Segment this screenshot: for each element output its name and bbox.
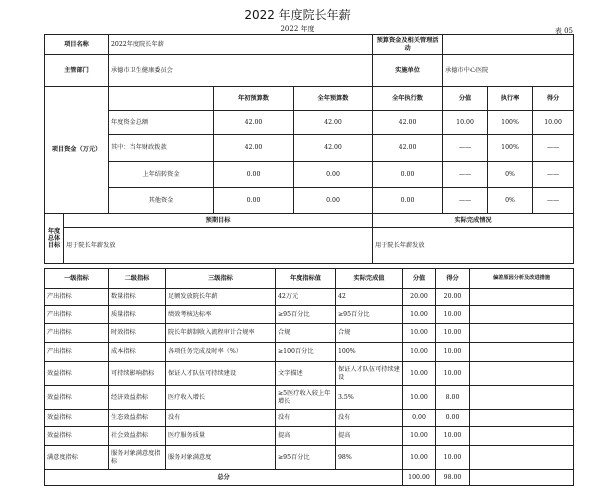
indicator-score-max: 0.00 — [403, 410, 436, 427]
funds-cell: 0.00 — [373, 162, 443, 188]
indicator-target-value: 提高 — [276, 427, 336, 446]
total-got: 98.00 — [436, 470, 470, 486]
funds-cell: —— — [533, 188, 574, 214]
indicator-level1: 产出指标 — [45, 289, 109, 306]
indicators-header: 年度指标值 — [276, 269, 336, 289]
indicators-header: 分值 — [403, 269, 436, 289]
indicator-actual-value: ≥95百分比 — [336, 306, 403, 324]
funds-cell: 100% — [488, 111, 533, 135]
indicator-level3: 保证人才队伍可持续建设 — [166, 362, 276, 386]
indicator-target-value: 文字描述 — [276, 362, 336, 386]
indicator-deviation-note — [470, 306, 574, 324]
project-name-value: 2022年度院长年薪 — [109, 35, 373, 55]
funds-cell: 42.00 — [214, 111, 294, 135]
indicator-actual-value: 合规 — [336, 324, 403, 343]
goals-actual: 用于院长年薪发放 — [373, 228, 574, 264]
indicator-deviation-note — [470, 410, 574, 427]
indicator-row — [45, 446, 574, 470]
indicator-score-max: 10.00 — [403, 362, 436, 386]
indicator-target-value: 没有 — [276, 410, 336, 427]
indicator-level2: 成本指标 — [109, 343, 166, 362]
funds-header: 全年执行数 — [373, 87, 443, 111]
funds-cell: 0.00 — [294, 162, 373, 188]
total-label: 总分 — [45, 470, 403, 486]
indicator-level1: 产出指标 — [45, 324, 109, 343]
total-remark — [470, 470, 574, 486]
indicator-actual-value: 100% — [336, 343, 403, 362]
funds-cell: —— — [533, 135, 574, 162]
funds-header: 分值 — [443, 87, 488, 111]
indicator-score-got: 10.00 — [436, 306, 470, 324]
indicator-level3: 绩效考核达标率 — [166, 306, 276, 324]
funds-cell: 42.00 — [214, 135, 294, 162]
funds-row-label: 年度资金总额 — [109, 111, 214, 135]
funds-cell: 42.00 — [373, 111, 443, 135]
indicator-level1: 产出指标 — [45, 343, 109, 362]
indicator-level3: 各项任务完成及时率（%） — [166, 343, 276, 362]
indicator-score-max: 10.00 — [403, 306, 436, 324]
unit-label: 实施单位 — [373, 55, 443, 87]
indicator-deviation-note — [470, 427, 574, 446]
indicator-score-max: 10.00 — [403, 324, 436, 343]
indicator-level2: 经济效益指标 — [109, 386, 166, 410]
indicator-level1: 产出指标 — [45, 306, 109, 324]
indicator-level3: 没有 — [166, 410, 276, 427]
funds-cell: 42.00 — [373, 135, 443, 162]
funds-cell: 42.00 — [294, 111, 373, 135]
indicator-level2: 时效指标 — [109, 324, 166, 343]
indicator-level2: 质量指标 — [109, 306, 166, 324]
indicator-target-value: 42万元 — [276, 289, 336, 306]
indicators-header: 偏差原因分析及改进措施 — [470, 269, 574, 289]
funds-cell: 0.00 — [294, 188, 373, 214]
indicator-score-got: 20.00 — [436, 289, 470, 306]
indicator-level1: 效益指标 — [45, 386, 109, 410]
table-number: 表 05 — [554, 27, 573, 35]
funds-cell: —— — [443, 188, 488, 214]
indicators-header: 实际完成值 — [336, 269, 403, 289]
indicator-row — [45, 410, 574, 427]
indicator-score-max: 10.00 — [403, 427, 436, 446]
indicator-deviation-note — [470, 289, 574, 306]
indicator-score-got: 10.00 — [436, 427, 470, 446]
indicator-level3: 足额发放院长年薪 — [166, 289, 276, 306]
indicator-score-max: 20.00 — [403, 289, 436, 306]
indicators-header: 一级指标 — [45, 269, 109, 289]
indicator-row — [45, 324, 574, 343]
indicator-actual-value: 42 — [336, 289, 403, 306]
indicator-score-got: 8.00 — [436, 386, 470, 410]
dept-label: 主管部门 — [45, 55, 109, 87]
funds-header: 年初预算数 — [214, 87, 294, 111]
indicator-actual-value: 保证人才队伍可持续建设 — [336, 362, 403, 386]
indicator-deviation-note — [470, 324, 574, 343]
funds-cell: 0.00 — [214, 188, 294, 214]
funds-cell: 0.00 — [373, 188, 443, 214]
year-label: 2022 年度 — [280, 25, 315, 33]
unit-value: 承德市中心医院 — [443, 55, 574, 87]
project-name-label: 项目名称 — [45, 35, 109, 55]
indicator-score-got: 10.00 — [436, 362, 470, 386]
funds-header: 执行率 — [488, 87, 533, 111]
indicator-level2: 服务对象满意度指标 — [109, 446, 166, 470]
funds-cell: 10.00 — [443, 111, 488, 135]
indicator-row — [45, 306, 574, 324]
indicator-target-value: ≥100百分比 — [276, 343, 336, 362]
funds-row-label: 上年结转资金 — [109, 162, 214, 188]
indicators-table — [44, 268, 574, 486]
indicator-deviation-note — [470, 386, 574, 410]
total-score: 100.00 — [403, 470, 436, 486]
indicator-level2: 社会效益指标 — [109, 427, 166, 446]
funds-cell: —— — [443, 162, 488, 188]
page-title: 2022 年度院长年薪 — [244, 8, 351, 22]
indicator-score-max: 10.00 — [403, 446, 436, 470]
indicator-level3: 服务对象满意度 — [166, 446, 276, 470]
goals-section-label: 年度总体目标 — [45, 214, 64, 264]
indicator-level2: 数量指标 — [109, 289, 166, 306]
funds-header: 得分 — [533, 87, 574, 111]
indicator-target-value: ≥95百分比 — [276, 446, 336, 470]
indicators-header: 三级指标 — [166, 269, 276, 289]
indicator-deviation-note — [470, 362, 574, 386]
indicator-row — [45, 362, 574, 386]
indicator-score-got: 10.00 — [436, 446, 470, 470]
indicator-score-max: 10.00 — [403, 343, 436, 362]
funds-header-blank — [109, 87, 214, 111]
indicator-score-got: 10.00 — [436, 343, 470, 362]
indicators-header: 得分 — [436, 269, 470, 289]
funds-row-label: 其中：当年财政拨款 — [109, 135, 214, 162]
indicator-level1: 满意度指标 — [45, 446, 109, 470]
funds-cell: —— — [443, 135, 488, 162]
activity-label: 预算资金及相关管理活动 — [373, 35, 443, 55]
indicators-header: 二级指标 — [109, 269, 166, 289]
funds-row-label: 其他资金 — [109, 188, 214, 214]
indicator-actual-value: 3.5% — [336, 386, 403, 410]
indicator-row — [45, 386, 574, 410]
indicator-level1: 效益指标 — [45, 362, 109, 386]
indicator-row — [45, 427, 574, 446]
goals-expected: 用于院长年薪发放 — [64, 228, 373, 264]
indicator-deviation-note — [470, 446, 574, 470]
indicator-target-value: ≥95百分比 — [276, 306, 336, 324]
indicator-actual-value: 98% — [336, 446, 403, 470]
indicator-score-got: 0.00 — [436, 410, 470, 427]
funds-cell: 10.00 — [533, 111, 574, 135]
goals-expected-header: 预期目标 — [64, 214, 373, 228]
indicator-row — [45, 289, 574, 306]
funds-cell: 0.00 — [214, 162, 294, 188]
funds-section-label: 项目资金（万元） — [45, 87, 109, 214]
indicator-level1: 效益指标 — [45, 410, 109, 427]
project-info-table — [44, 34, 574, 264]
indicator-level1: 效益指标 — [45, 427, 109, 446]
funds-cell: 0% — [488, 162, 533, 188]
indicator-target-value: 合规 — [276, 324, 336, 343]
indicator-row — [45, 343, 574, 362]
funds-cell: 42.00 — [294, 135, 373, 162]
indicator-score-got: 10.00 — [436, 324, 470, 343]
indicator-actual-value: 没有 — [336, 410, 403, 427]
funds-cell: 100% — [488, 135, 533, 162]
indicator-level3: 医疗服务质量 — [166, 427, 276, 446]
funds-header: 全年预算数 — [294, 87, 373, 111]
indicator-deviation-note — [470, 343, 574, 362]
indicator-level2: 可持续影响指标 — [109, 362, 166, 386]
indicator-level3: 院长年薪制收入流程审计合规率 — [166, 324, 276, 343]
dept-value: 承德市卫生健康委员会 — [109, 55, 373, 87]
funds-cell: 0% — [488, 188, 533, 214]
indicator-level2: 生态效益指标 — [109, 410, 166, 427]
goals-actual-header: 实际完成情况 — [373, 214, 574, 228]
indicator-actual-value: 提高 — [336, 427, 403, 446]
funds-cell: —— — [533, 162, 574, 188]
indicator-score-max: 10.00 — [403, 386, 436, 410]
activity-value — [443, 35, 574, 55]
indicator-level3: 医疗收入增长 — [166, 386, 276, 410]
indicator-target-value: ≥5医疗收入较上年增长 — [276, 386, 336, 410]
